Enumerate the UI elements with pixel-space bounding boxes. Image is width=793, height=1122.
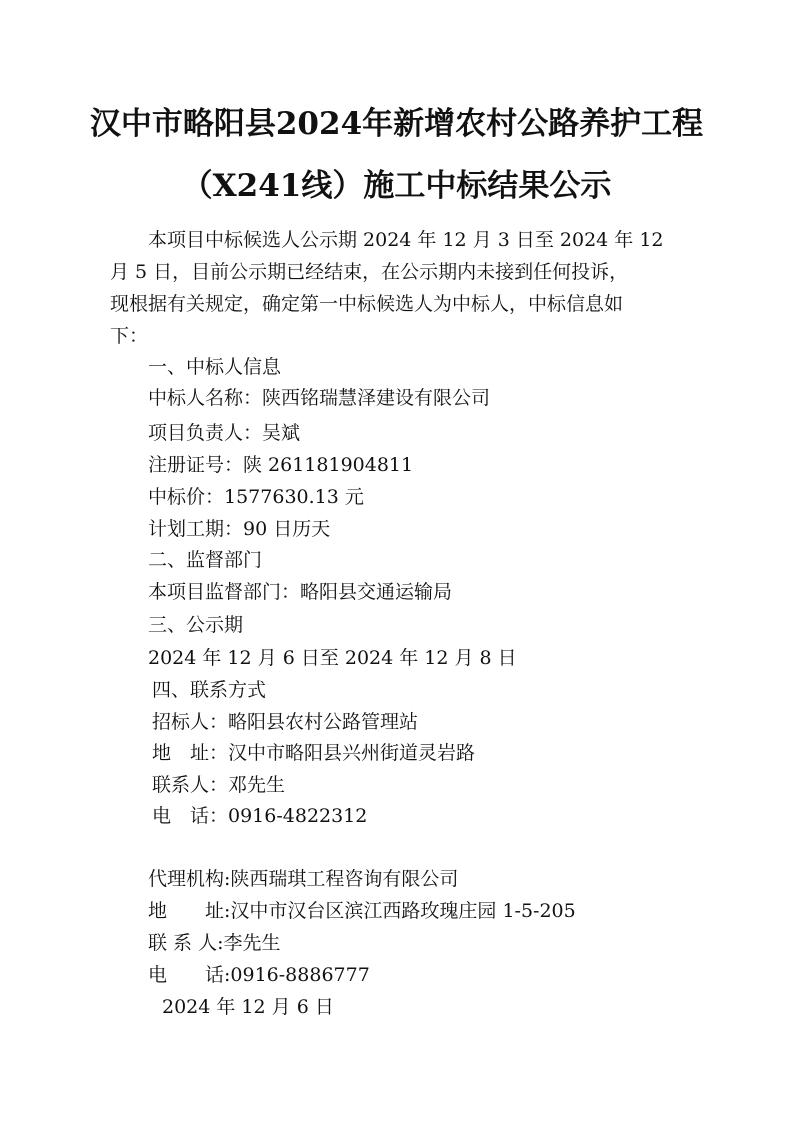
supervision-department: 本项目监督部门：略阳县交通运输局: [148, 581, 453, 603]
document-title-line-1: 汉中市略阳县2024年新增农村公路养护工程: [89, 106, 704, 142]
winning-price: 中标价：1577630.13 元: [148, 486, 364, 508]
agency-contact-person: 联 系 人:李先生: [148, 932, 281, 954]
agency-phone: 电 话:0916-8886777: [148, 964, 370, 986]
publicity-dates: 2024 年 12 月 6 日至 2024 年 12 月 8 日: [148, 647, 517, 669]
planned-duration: 计划工期：90 日历天: [148, 518, 331, 540]
section-heading-publicity-period: 三、公示期: [148, 614, 244, 636]
notice-date: 2024 年 12 月 6 日: [162, 996, 334, 1018]
tenderer-phone: 电 话：0916-4822312: [152, 805, 368, 827]
winner-name: 中标人名称：陕西铭瑞慧泽建设有限公司: [148, 387, 491, 409]
tenderer-contact-person: 联系人：邓先生: [152, 774, 286, 796]
tenderer-address: 地 址：汉中市略阳县兴州街道灵岩路: [152, 742, 476, 764]
intro-line-2: 月 5 日，目前公示期已经结束，在公示期内未接到任何投诉，: [110, 261, 629, 283]
section-heading-winner-info: 一、中标人信息: [148, 356, 282, 378]
registration-number: 注册证号：陕 261181904811: [148, 454, 414, 476]
agency-address: 地 址:汉中市汉台区滨江西路玫瑰庄园 1-5-205: [148, 900, 576, 922]
tenderer: 招标人：略阳县农村公路管理站: [152, 711, 419, 733]
project-manager: 项目负责人：吴斌: [148, 422, 301, 444]
document-title-line-2: （X241线）施工中标结果公示: [181, 168, 612, 204]
section-heading-contact: 四、联系方式: [152, 679, 267, 701]
agency-name: 代理机构:陕西瑞琪工程咨询有限公司: [148, 868, 459, 890]
intro-line-3: 现根据有关规定，确定第一中标候选人为中标人，中标信息如: [110, 293, 624, 315]
intro-line-4: 下：: [110, 325, 149, 347]
intro-line-1: 本项目中标候选人公示期 2024 年 12 月 3 日至 2024 年 12: [148, 229, 664, 251]
section-heading-supervision: 二、监督部门: [148, 549, 263, 571]
